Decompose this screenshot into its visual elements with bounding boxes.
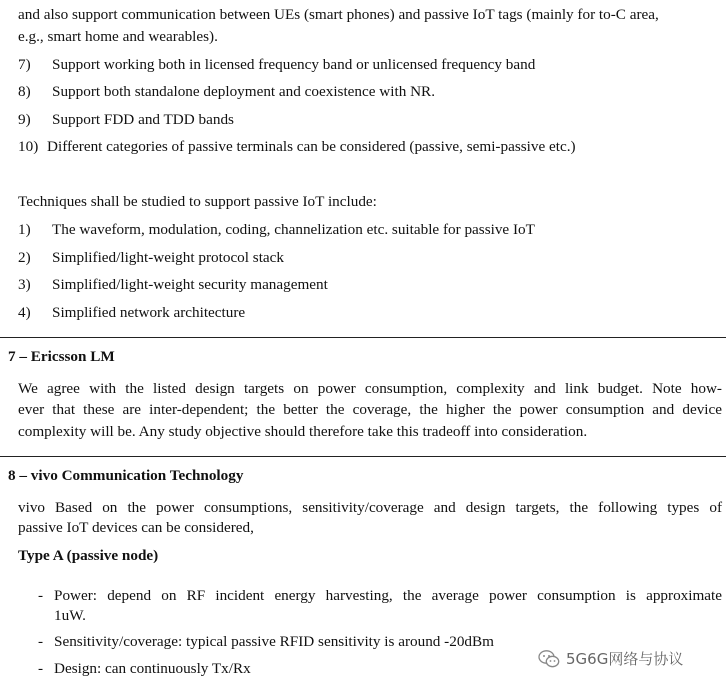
bullet-power-line-1: Power: depend on RF incident energy harvesting, the average power consumption is approximate xyxy=(54,587,722,604)
ericsson-line-2: ever that these are inter-dependent; the better the coverage, the higher the power consumption and device xyxy=(18,401,722,418)
req-9-num: 9) xyxy=(18,111,31,128)
ericsson-line-3: complexity will be. Any study objective should therefore take this tradeoff into consideration. xyxy=(18,423,588,440)
ericsson-heading: 7 – Ericsson LM xyxy=(8,348,115,365)
intro-line-2: e.g., smart home and wearables). xyxy=(18,28,218,45)
tech-4-text: Simplified network architecture xyxy=(52,304,246,321)
techniques-intro: Techniques shall be studied to support passive IoT include: xyxy=(18,193,377,210)
tech-3-num: 3) xyxy=(18,276,31,293)
req-7-text: Support working both in licensed frequency band or unlicensed frequency band xyxy=(52,56,536,73)
bullet-dash-sensitivity: - xyxy=(38,633,44,650)
req-9-text: Support FDD and TDD bands xyxy=(52,111,234,128)
req-8-text: Support both standalone deployment and coexistence with NR. xyxy=(52,83,435,100)
req-7-num: 7) xyxy=(18,56,31,73)
section-divider-vivo xyxy=(0,456,726,457)
tech-1-num: 1) xyxy=(18,221,31,238)
bullet-dash-power: - xyxy=(38,587,44,604)
req-10-text: Different categories of passive terminals can be considered (passive, semi-passive etc.) xyxy=(47,138,576,155)
tech-1-text: The waveform, modulation, coding, channelization etc. suitable for passive IoT xyxy=(52,221,535,238)
type-a-label: Type A (passive node)  xyxy=(18,547,171,564)
bullet-design: Design: can continuously Tx/Rx xyxy=(54,660,251,677)
tech-2-text: Simplified/light-weight protocol stack xyxy=(52,249,284,266)
bullet-power-line-2: 1uW. xyxy=(54,607,86,624)
vivo-line-1: vivo Based on the power consumptions, sensitivity/coverage and design targets, the following types of xyxy=(18,499,722,516)
watermark-text: 5G6G网络与协议 xyxy=(566,650,684,668)
vivo-heading: 8 – vivo Communication Technology xyxy=(8,467,244,484)
watermark xyxy=(538,648,683,669)
tech-2-num: 2) xyxy=(18,249,31,266)
wechat-icon xyxy=(538,649,560,669)
vivo-line-2: passive IoT devices can be considered, xyxy=(18,519,254,536)
req-10-num: 10) xyxy=(18,138,39,155)
bullet-sensitivity: Sensitivity/coverage: typical passive RFID sensitivity is around -20dBm xyxy=(54,633,494,650)
ericsson-line-1: We agree with the listed design targets on power consumption, complexity and link budget. Note how- xyxy=(18,380,722,397)
req-8-num: 8) xyxy=(18,83,31,100)
tech-3-text: Simplified/light-weight security management xyxy=(52,276,328,293)
intro-line-1: and also support communication between UEs (smart phones) and passive IoT tags (mainly for to-C area, xyxy=(18,6,659,23)
tech-4-num: 4) xyxy=(18,304,31,321)
bullet-dash-design: - xyxy=(38,660,44,677)
section-divider-ericsson xyxy=(0,337,726,338)
